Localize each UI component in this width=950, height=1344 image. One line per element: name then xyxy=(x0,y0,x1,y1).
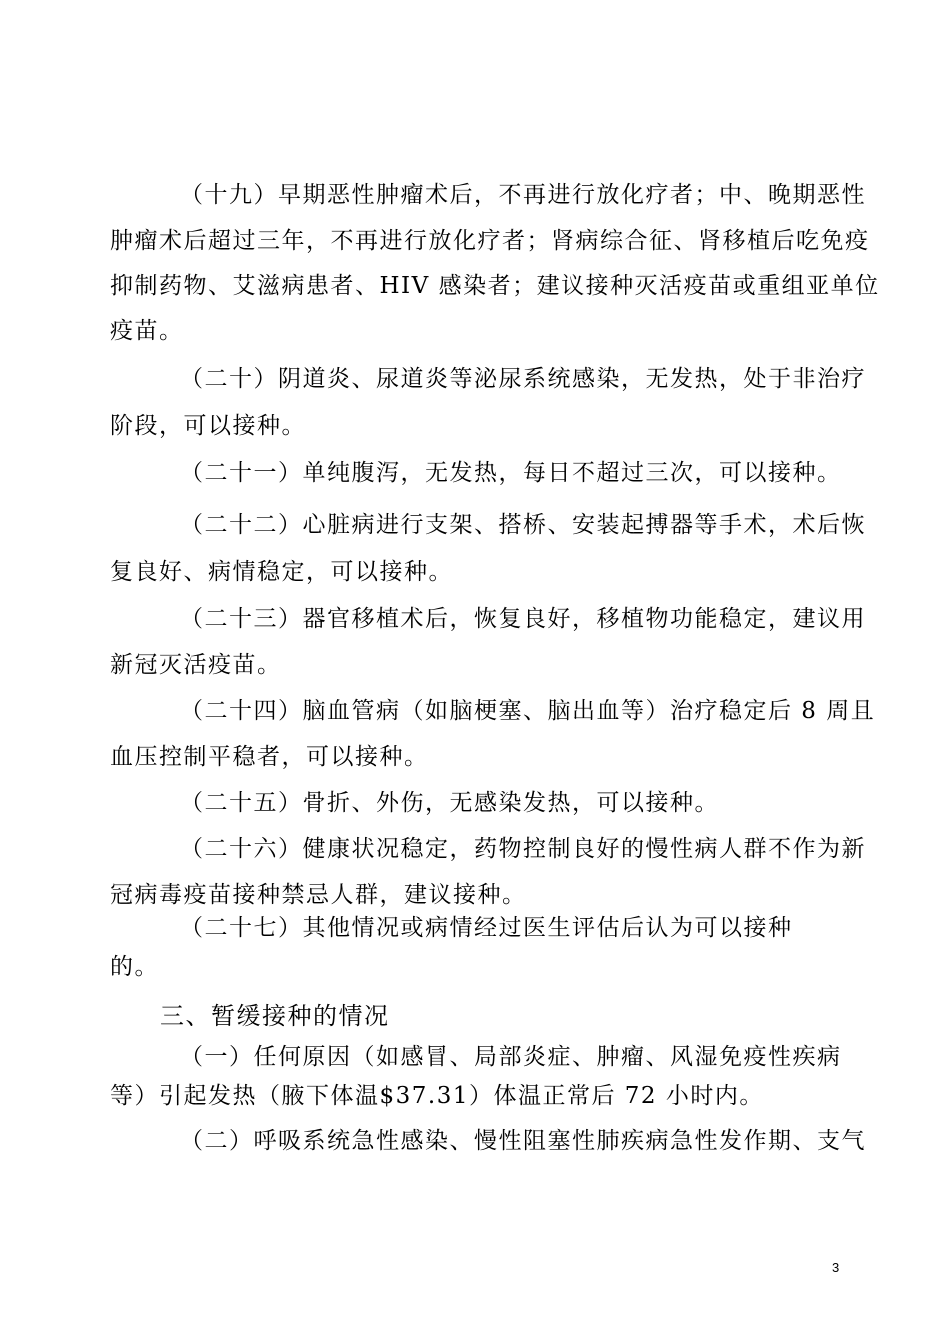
item-25-line-1: （二十五）骨折、外伤，无感染发热，可以接种。 xyxy=(180,790,719,816)
section-3-item-1-line-2: 等）引起发热（腋下体温$37.31）体温正常后 72 小时内。 xyxy=(110,1083,764,1109)
item-20-line-2: 阶段，可以接种。 xyxy=(110,413,306,439)
section-3-heading: 三、暂缓接种的情况 xyxy=(160,1002,390,1030)
item-19-line-1: （十九）早期恶性肿瘤术后，不再进行放化疗者；中、晚期恶性 xyxy=(180,182,866,208)
item-24-line-2: 血压控制平稳者，可以接种。 xyxy=(110,744,429,770)
section-3-item-1-line-1: （一）任何原因（如感冒、局部炎症、肿瘤、风湿免疫性疾病 xyxy=(180,1044,842,1070)
item-20-line-1: （二十）阴道炎、尿道炎等泌尿系统感染，无发热，处于非治疗 xyxy=(180,366,866,392)
item-26-line-2: 冠病毒疫苗接种禁忌人群，建议接种。 xyxy=(110,882,527,908)
item-26-line-1: （二十六）健康状况稳定，药物控制良好的慢性病人群不作为新 xyxy=(180,836,866,862)
item-23-line-1: （二十三）器官移植术后，恢复良好，移植物功能稳定，建议用 xyxy=(180,606,866,632)
item-21-line-1: （二十一）单纯腹泻，无发热，每日不超过三次，可以接种。 xyxy=(180,460,842,486)
page-number: 3 xyxy=(832,1260,840,1275)
item-19-line-3: 抑制药物、艾滋病患者、HIV 感染者；建议接种灭活疫苗或重组亚单位 xyxy=(110,273,880,299)
item-22-line-1: （二十二）心脏病进行支架、搭桥、安装起搏器等手术，术后恢 xyxy=(180,512,866,538)
item-19-line-4: 疫苗。 xyxy=(110,318,184,344)
item-23-line-2: 新冠灭活疫苗。 xyxy=(110,652,282,678)
section-3-item-2-line-1: （二）呼吸系统急性感染、慢性阻塞性肺疾病急性发作期、支气 xyxy=(180,1128,866,1154)
item-27-line-2: 的。 xyxy=(110,954,159,980)
item-22-line-2: 复良好、病情稳定，可以接种。 xyxy=(110,559,453,585)
item-24-line-1: （二十四）脑血管病（如脑梗塞、脑出血等）治疗稳定后 8 周且 xyxy=(180,698,876,724)
item-27-line-1: （二十七）其他情况或病情经过医生评估后认为可以接种 xyxy=(180,915,793,941)
item-19-line-2: 肿瘤术后超过三年，不再进行放化疗者；肾病综合征、肾移植后吃免疫 xyxy=(110,228,870,254)
